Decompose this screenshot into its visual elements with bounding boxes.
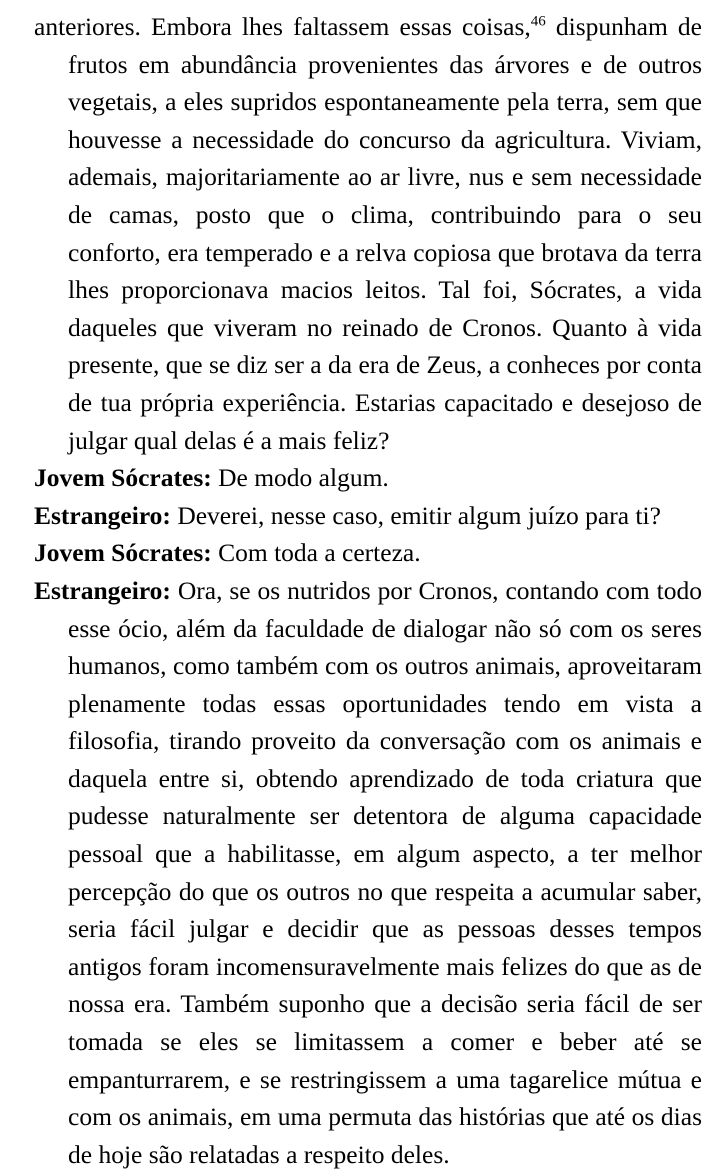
speech-line <box>34 497 702 535</box>
speech-line <box>34 459 702 497</box>
paragraph-continuation <box>34 8 702 459</box>
speech-text: Ora, se os nutridos por Cronos, contando com todo esse ócio, além da faculdade de dialogar não só com os seres humanos, como também com os outros animais, aproveitaram plenamente todas essas oportunidades tendo em vista a filosofia, tirando proveito da conversação com os animais e daquela entre si, obtendo aprendizado de toda criatura que pudesse naturalmente ser detentora de alguma capacidade pessoal que a habilitasse, em algum aspecto, a ter melhor percepção do que os outros no que respeita a acumular saber, seria fácil julgar e decidir que as pessoas desses tempos antigos foram incomensuravelmente mais felizes do que as de nossa era. Também suponho que a decisão seria fácil de ser tomada se eles se limitassem a comer e beber até se empanturrarem, e se restringissem a uma tagarelice mútua e com os animais, em uma permuta das histórias que até os dias de hoje são relatadas a respeito deles. <box>68 575 702 1169</box>
footnote-marker: 46 <box>530 13 546 30</box>
speaker-label: Estrangeiro: <box>34 500 171 530</box>
speaker-label: Estrangeiro: <box>34 575 171 605</box>
speaker-label: Jovem Sócrates: <box>34 463 212 493</box>
speech-line <box>34 572 702 1173</box>
speech-text: Deverei, nesse caso, emitir algum juízo para ti? <box>170 500 661 530</box>
speech-line <box>34 534 702 572</box>
paragraph-text-after-footnote: dispunham de frutos em abundância provenientes das árvores e de outros vegetais, a eles supridos espontaneamente pela terra, sem que houvesse a necessidade do concurso da agricultura. Viviam, ademais, majoritariamente ao ar livre, nus e sem necessidade de camas, posto que o clima, contribuindo para o seu conforto, era temperado e a relva copiosa que brotava da terra lhes proporcionava macios leitos. Tal foi, Sócrates, a vida daqueles que viveram no reinado de Cronos. Quanto à vida presente, que se diz ser a da era de Zeus, a conheces por conta de tua própria experiência. Estarias capacitado e desejoso de julgar qual delas é a mais feliz? <box>68 12 702 455</box>
paragraph-text-before-footnote: anteriores. Embora lhes faltassem essas coisas, <box>34 12 531 41</box>
speech-text: Com toda a certeza. <box>211 538 421 568</box>
speech-text: De modo algum. <box>211 463 389 493</box>
speaker-label: Jovem Sócrates: <box>34 538 212 568</box>
